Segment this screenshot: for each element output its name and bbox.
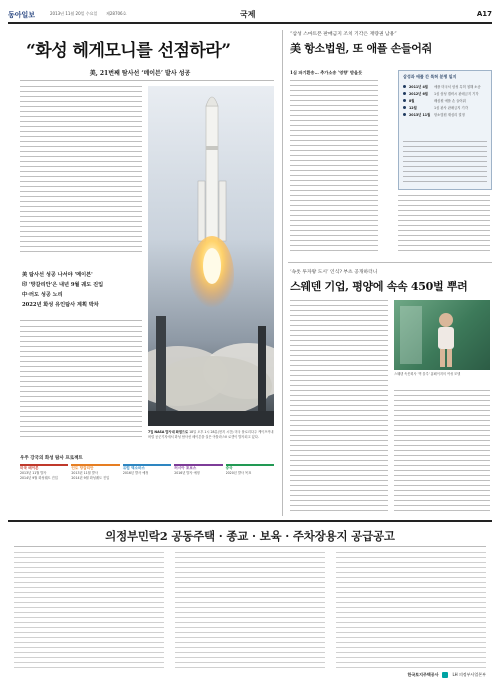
sidebar-filler-text <box>403 141 487 183</box>
rocket-launch-photo <box>148 86 274 426</box>
sidebar-text: 항소법원 재심리 결정 <box>434 113 465 117</box>
sidebar-text: 1심 삼성 갤럭시 판매금지 기각 <box>434 92 479 96</box>
ad-body-col1 <box>14 552 164 668</box>
sidebar-title: 삼성과 애플 간 특허 분쟁 일지 <box>403 74 457 79</box>
timeline-text: 2016년 발사 예정 <box>122 471 149 475</box>
right-bottom-body-col1 <box>290 300 388 512</box>
timeline-mission: 엑소마스 <box>131 466 145 470</box>
issue-date: 2013년 11월 20일 수요일 <box>50 11 98 16</box>
pull-quote-rule <box>20 320 142 321</box>
ad-body-col2 <box>175 552 325 668</box>
mars-mission-timeline <box>20 455 274 505</box>
bullet-icon <box>403 106 406 109</box>
bullet-icon <box>403 85 406 88</box>
timeline-country: 러시아 <box>174 466 185 470</box>
timeline-mission: 망갈리안 <box>79 466 94 470</box>
article-body-col1-bottom <box>20 326 142 438</box>
pull-quote-line-4: 2022년 화성 유인탐사 계획 박차 <box>22 302 99 308</box>
ad-headline-rule <box>14 546 486 547</box>
timeline-item <box>174 464 222 481</box>
pull-quote <box>22 270 142 310</box>
issue-number: 제28706호 <box>106 11 127 16</box>
article-body-col1-top <box>20 86 142 256</box>
ad-body-col3 <box>336 552 486 668</box>
timeline-text: 2016년 발사 예정 <box>174 471 200 475</box>
timeline-item <box>71 464 119 481</box>
section-title: 국제 <box>240 9 256 19</box>
photo-caption-text: 18일 오후 1시 28분(현지 시간) 미국 플로리다주 케이프커내버럴 공군기지에서 화성 탐사선 메이븐을 실은 아틀라스V 로켓이 발사되고 있다. <box>148 430 274 439</box>
timeline-item <box>20 464 68 481</box>
right-bottom-kicker: ‘속옷 투자왕 도시’ 인식? 부츠 공개하더니 <box>290 270 378 275</box>
right-bottom-body-col2 <box>394 390 490 512</box>
patent-dispute-sidebar <box>398 70 492 190</box>
bullet-icon <box>403 113 406 116</box>
timeline-item <box>226 464 274 481</box>
sidebar-text: 배심원 애플 손 들어줘 <box>434 99 466 103</box>
timeline-country: 유럽 <box>122 466 130 470</box>
masthead-rule <box>8 22 492 24</box>
timeline-country: 중국 <box>225 466 233 470</box>
bullet-icon <box>403 99 406 102</box>
bullet-icon <box>403 92 406 95</box>
right-top-body-col3 <box>398 195 490 255</box>
rocket-illustration <box>148 86 274 426</box>
sidebar-date: 2011년 4월 <box>409 85 428 89</box>
pull-quote-line-1: 美 탐사선 성공 나서야 '메이븐' <box>22 272 93 278</box>
right-top-subhead: 1심 파기환송… 추가소송 '영향' 받을듯 <box>290 70 363 75</box>
ad-footer <box>336 672 486 678</box>
lh-logo-icon <box>442 672 448 678</box>
sidebar-item <box>399 83 491 90</box>
right-bottom-headline: 스웨덴 기업, 평양에 속속 450벌 뿌려 <box>290 280 468 293</box>
timeline-item <box>123 464 171 481</box>
main-subhead: 美, 21번째 탐사선 ‘메이븐’ 발사 성공 <box>89 70 191 77</box>
model-photo-caption: 스웨덴 속옷회사 '빅 블루' 홈페이지의 여성 모델 <box>394 372 461 376</box>
photo-caption-title: 7일 NASA 발사대 화염으로 <box>148 430 189 434</box>
timeline-country: 인도 <box>71 466 79 470</box>
right-top-headline: 美 항소법원, 또 애플 손들어줘 <box>290 42 432 55</box>
ad-footer-division: LH 의정부사업본부 <box>452 672 486 677</box>
model-figure-illustration <box>394 300 490 370</box>
timeline-country: 미국 <box>20 466 27 470</box>
column-divider <box>282 30 283 516</box>
ad-top-rule <box>8 520 492 522</box>
sidebar-date: 12월 <box>409 106 417 110</box>
timeline-title: 우주 강국의 화성 탐사 프로젝트 <box>20 456 83 461</box>
ad-headline: 의정부민락2 공동주택 · 종교 · 보육 · 주차장용지 공급공고 <box>105 529 395 543</box>
sidebar-item <box>399 90 491 97</box>
sidebar-date: 8월 <box>409 99 415 103</box>
page-number: A17 <box>476 10 492 18</box>
right-top-kicker: “삼성 스마트폰 판매금지 조치 기각은 재량권 남용” <box>290 32 397 37</box>
newspaper-logo: 동아일보 <box>8 10 36 19</box>
sidebar-text: 1심 판사 판매금지 기각 <box>434 106 468 110</box>
sidebar-date: 2013년 11월 <box>409 113 431 117</box>
timeline-text: 2020년 발사 목표 <box>225 471 252 475</box>
pull-quote-line-3: 中·러도 성공 노리 <box>22 292 63 298</box>
timeline-mission: 포보스 <box>185 466 197 470</box>
model-photo <box>394 300 490 370</box>
masthead <box>8 8 492 22</box>
right-top-body-col1 <box>290 80 378 255</box>
photo-caption <box>148 430 274 452</box>
right-section-divider <box>288 262 492 263</box>
main-headline: “화성 헤게모니를 선점하라” <box>26 41 231 61</box>
ad-footer-org: 한국토지주택공사 <box>407 672 439 677</box>
subhead-rule <box>20 80 274 81</box>
timeline-text: 2013년 11월 발사 2014년 9월 화성궤도 진입 <box>20 471 58 480</box>
sidebar-item <box>399 111 491 118</box>
timeline-text: 2013년 11월 발사 2014년 9월 화성궤도 진입 <box>71 471 110 480</box>
pull-quote-line-2: 印 '망갈리안'은 내년 9월 궤도 진입 <box>22 282 104 288</box>
land-supply-ad <box>8 524 492 684</box>
sidebar-text: 애플 미국서 삼성 특허 침해 소송 <box>434 85 481 89</box>
timeline-mission: 메이븐 <box>28 466 39 470</box>
sidebar-date: 2012년 6월 <box>409 92 428 96</box>
sidebar-item <box>399 97 491 104</box>
sidebar-item <box>399 104 491 111</box>
